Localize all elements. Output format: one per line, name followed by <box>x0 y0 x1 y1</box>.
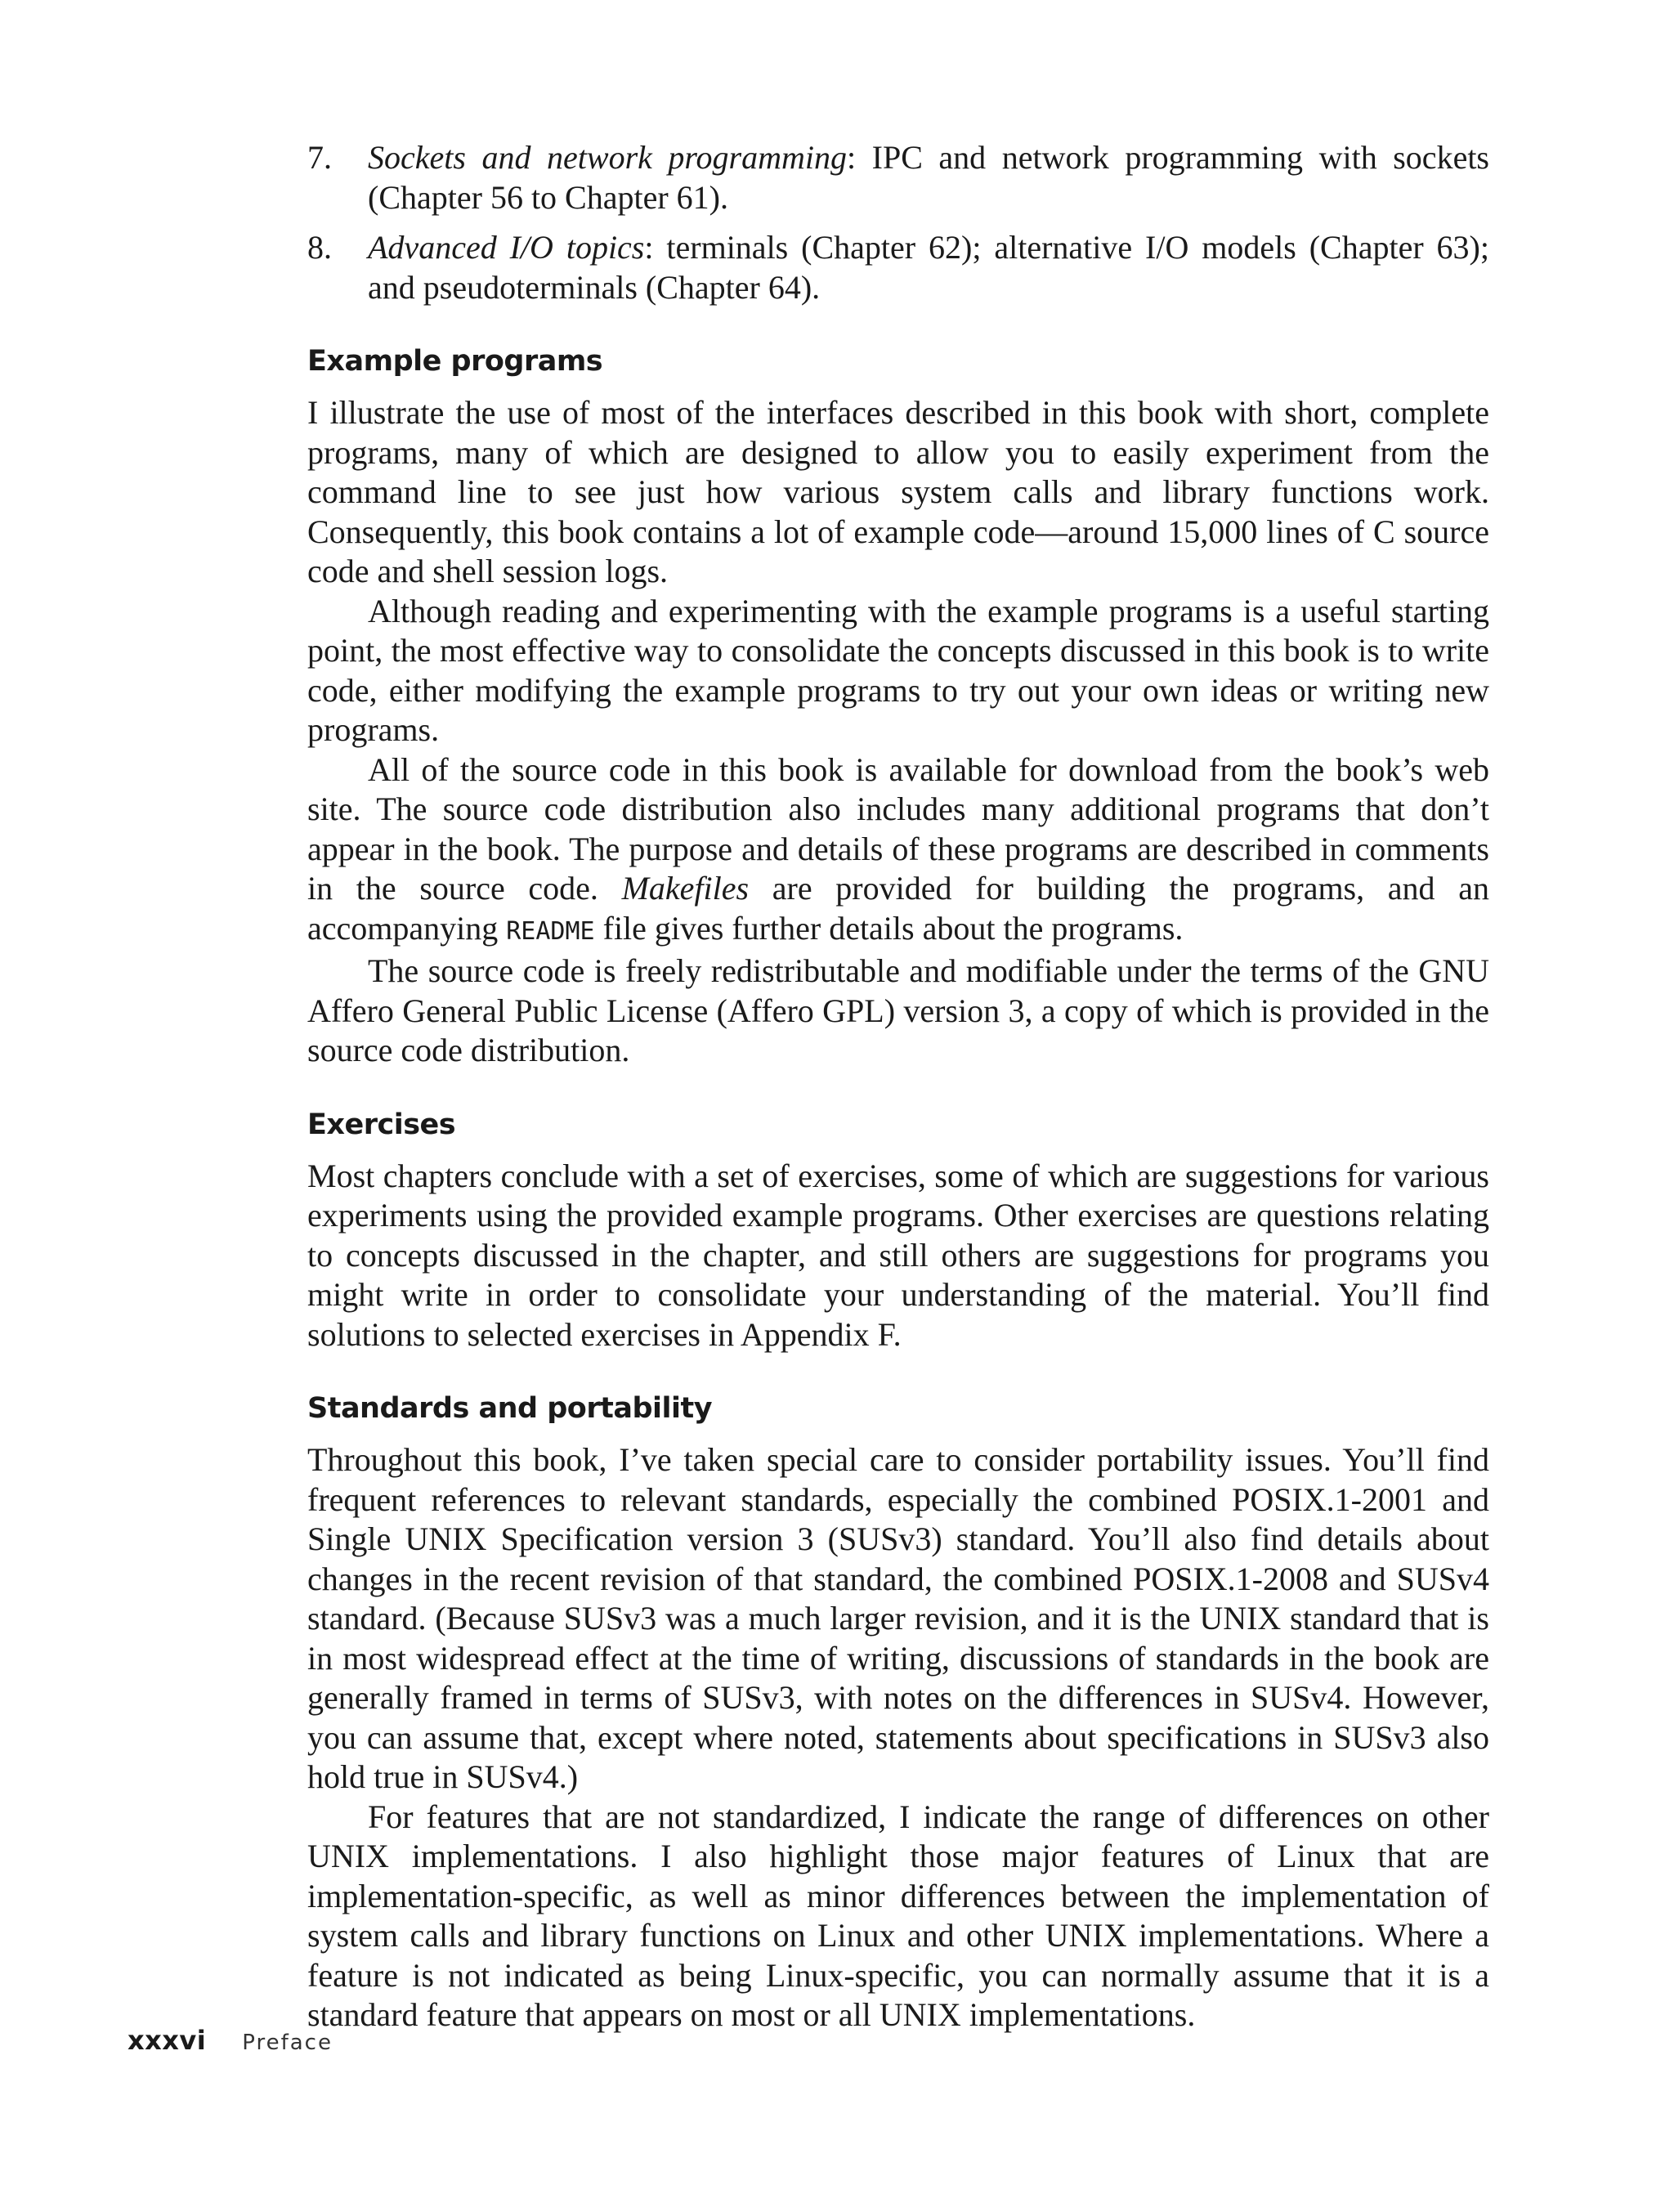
page-number: xxxvi <box>128 2025 207 2056</box>
paragraph-text: file gives further details about the programs. <box>594 909 1184 947</box>
paragraph-text: All of the source code in this book is available for download from the book’s web site. The source code distribution also includes many additional programs that don’t appear in the book. The purpose and details of these programs are described in comments in the source code. <box>307 750 1489 907</box>
paragraph <box>307 750 1489 952</box>
list-item-title: Advanced I/O topics <box>368 229 645 266</box>
section-exercises <box>307 1105 1489 1355</box>
list-item-text: : terminals (Chapter 62); alternative I/O models (Chapter 63); and pseudoterminals (Chapter 64). <box>368 229 1489 306</box>
paragraph: I illustrate the use of most of the interfaces described in this book with short, complete programs, many of which are designed to allow you to easily experiment from the command line to see just how various system calls and library functions work. Consequently, this book contains a lot of example code—around 15,000 lines of C source code and shell session logs. <box>307 394 1489 589</box>
list-item-number: 7. <box>307 139 332 176</box>
list-item-title: Sockets and network programming <box>368 139 847 176</box>
list-item <box>307 137 1489 217</box>
page-footer <box>128 2024 333 2059</box>
page-content <box>307 137 1489 2035</box>
paragraph: For features that are not standardized, I indicate the range of differences on other UNIX implementations. I also highlight those major features of Linux that are implementation-specific, as well as minor differences between the implementation of system calls and library functions on Linux and other UNIX implementations. Where a feature is not indicated as being Linux-specific, you can normally assume that it is a standard feature that appears on most or all UNIX implementations. <box>307 1798 1489 2033</box>
section-example-programs <box>307 342 1489 1071</box>
section-standards-and-portability <box>307 1389 1489 2035</box>
section-heading: Exercises <box>307 1108 456 1141</box>
topic-list <box>307 137 1489 307</box>
running-head: Preface <box>242 2031 333 2055</box>
paragraph: The source code is freely redistributable and modifiable under the terms of the GNU Affero General Public License (Affero GPL) version 3, a copy of which is provided in the source code distribution. <box>307 952 1489 1068</box>
list-item <box>307 227 1489 307</box>
paragraph-text: are provided for building the programs, and an accompanying <box>307 870 1489 947</box>
paragraph: Throughout this book, I’ve taken special care to consider portability issues. You’ll find frequent references to relevant standards, especially the combined POSIX.1-2001 and Single UNIX Specification version 3 (SUSv3) standard. You’ll also find details about changes in the recent revision of that standard, the combined POSIX.1-2008 and SUSv4 standard. (Because SUSv3 was a much larger revision, and it is the UNIX standard that is in most widespread effect at the time of writing, discussions of standards in the book are generally framed in terms of SUSv3, with notes on the differences in SUSv4. However, you can assume that, except where noted, statements about specifications in SUSv3 also hold true in SUSv4.) <box>307 1441 1489 1795</box>
list-item-number: 8. <box>307 229 332 266</box>
readme-filename: README <box>506 916 595 946</box>
section-heading: Standards and portability <box>307 1392 713 1425</box>
section-heading: Example programs <box>307 345 603 378</box>
paragraph: Most chapters conclude with a set of exercises, some of which are suggestions for various experiments using the provided example programs. Other exercises are questions relating to concepts discussed in the chapter, and still others are suggestions for programs you might write in order to consolidate your understanding of the material. You’ll find solutions to selected exercises in Appendix F. <box>307 1157 1489 1353</box>
list-item-text: : IPC and network programming with sockets (Chapter 56 to Chapter 61). <box>368 139 1489 216</box>
makefiles-term: Makefiles <box>621 870 750 907</box>
paragraph: Although reading and experimenting with the example programs is a useful starting point, the most effective way to consolidate the concepts discussed in this book is to write code, either modifying the example programs to try out your own ideas or writing new programs. <box>307 592 1489 748</box>
